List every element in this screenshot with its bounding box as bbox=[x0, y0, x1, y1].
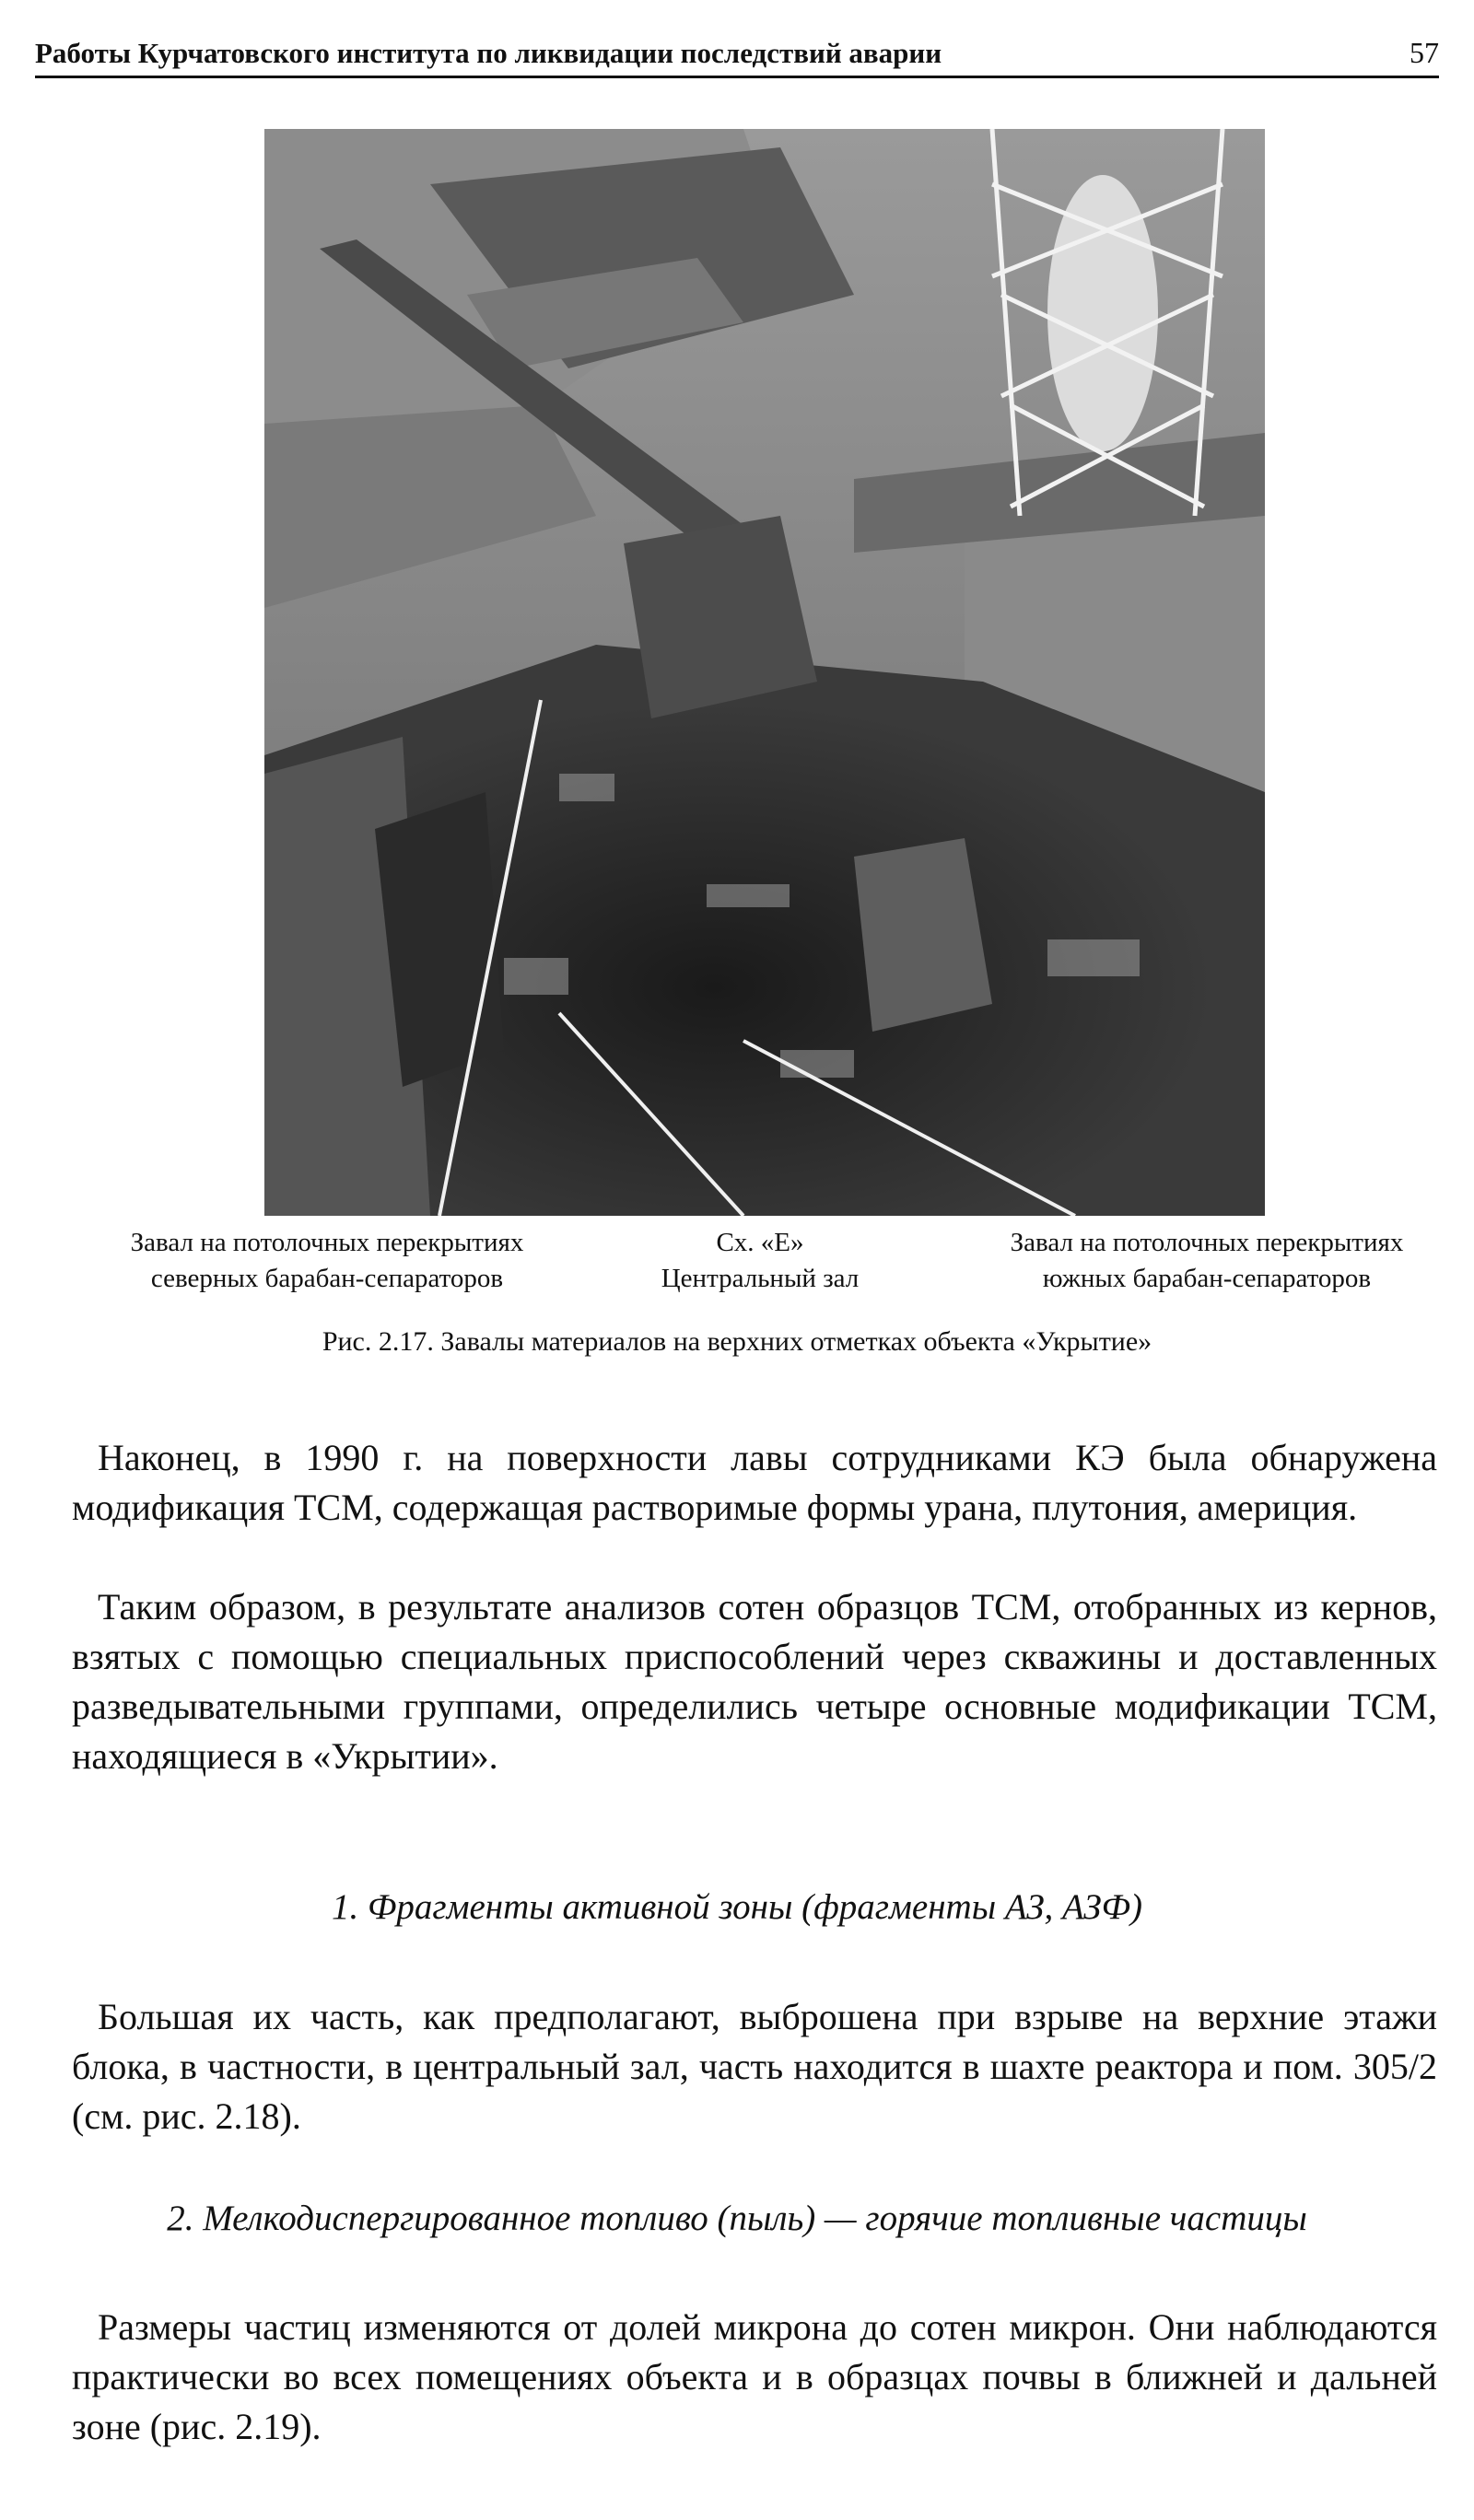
section-heading: 2. Мелкодиспергированное топливо (пыль) — горячие топливные частицы bbox=[167, 2199, 1307, 2238]
running-header bbox=[35, 28, 1439, 78]
label-central-hall: Сх. «Е» Центральный зал bbox=[661, 1228, 860, 1293]
page-number: 57 bbox=[1410, 36, 1439, 69]
header-title: Работы Курчатовского института по ликвидации последствий аварии bbox=[35, 37, 942, 69]
label-north-separators: Завал на потолочных перекрытиях северных барабан-сепараторов bbox=[130, 1228, 524, 1293]
label-south-separators: Завал на потолочных перекрытиях южных барабан-сепараторов bbox=[1010, 1228, 1404, 1293]
aerial-photo-reactor-ruins bbox=[264, 129, 1265, 1216]
figure-labels bbox=[69, 1225, 1437, 1299]
section-paragraph: Большая их часть, как предполагают, выброшена при взрыве на верхние этажи блока, в частности, в центральный зал, часть находится в шахте реактора и пом. 305/2 (см. рис. 2.18). bbox=[72, 1996, 1437, 2137]
paragraph: Наконец, в 1990 г. на поверхности лавы сотрудниками КЭ была обнаружена модификация ТСМ, содержащая растворимые формы урана, плутония, америция. bbox=[72, 1437, 1437, 1528]
section-paragraph: Размеры частиц изменяются от долей микрона до сотен микрон. Они наблюдаются практически во всех помещениях объекта и в образцах почвы в ближней и дальней зоне (рис. 2.19). bbox=[72, 2306, 1437, 2447]
paragraph: Таким образом, в результате анализов сотен образцов ТСМ, отобранных из кернов, взятых с помощью специальных приспособлений через скважины и доставленных разведывательными группами, определились четыре основные модификации ТСМ, находящиеся в «Укрытии». bbox=[72, 1586, 1437, 1777]
section-heading: 1. Фрагменты активной зоны (фрагменты АЗ, АЗФ) bbox=[332, 1887, 1142, 1927]
figure-caption: Рис. 2.17. Завалы материалов на верхних отметках объекта «Укрытие» bbox=[322, 1326, 1152, 1357]
